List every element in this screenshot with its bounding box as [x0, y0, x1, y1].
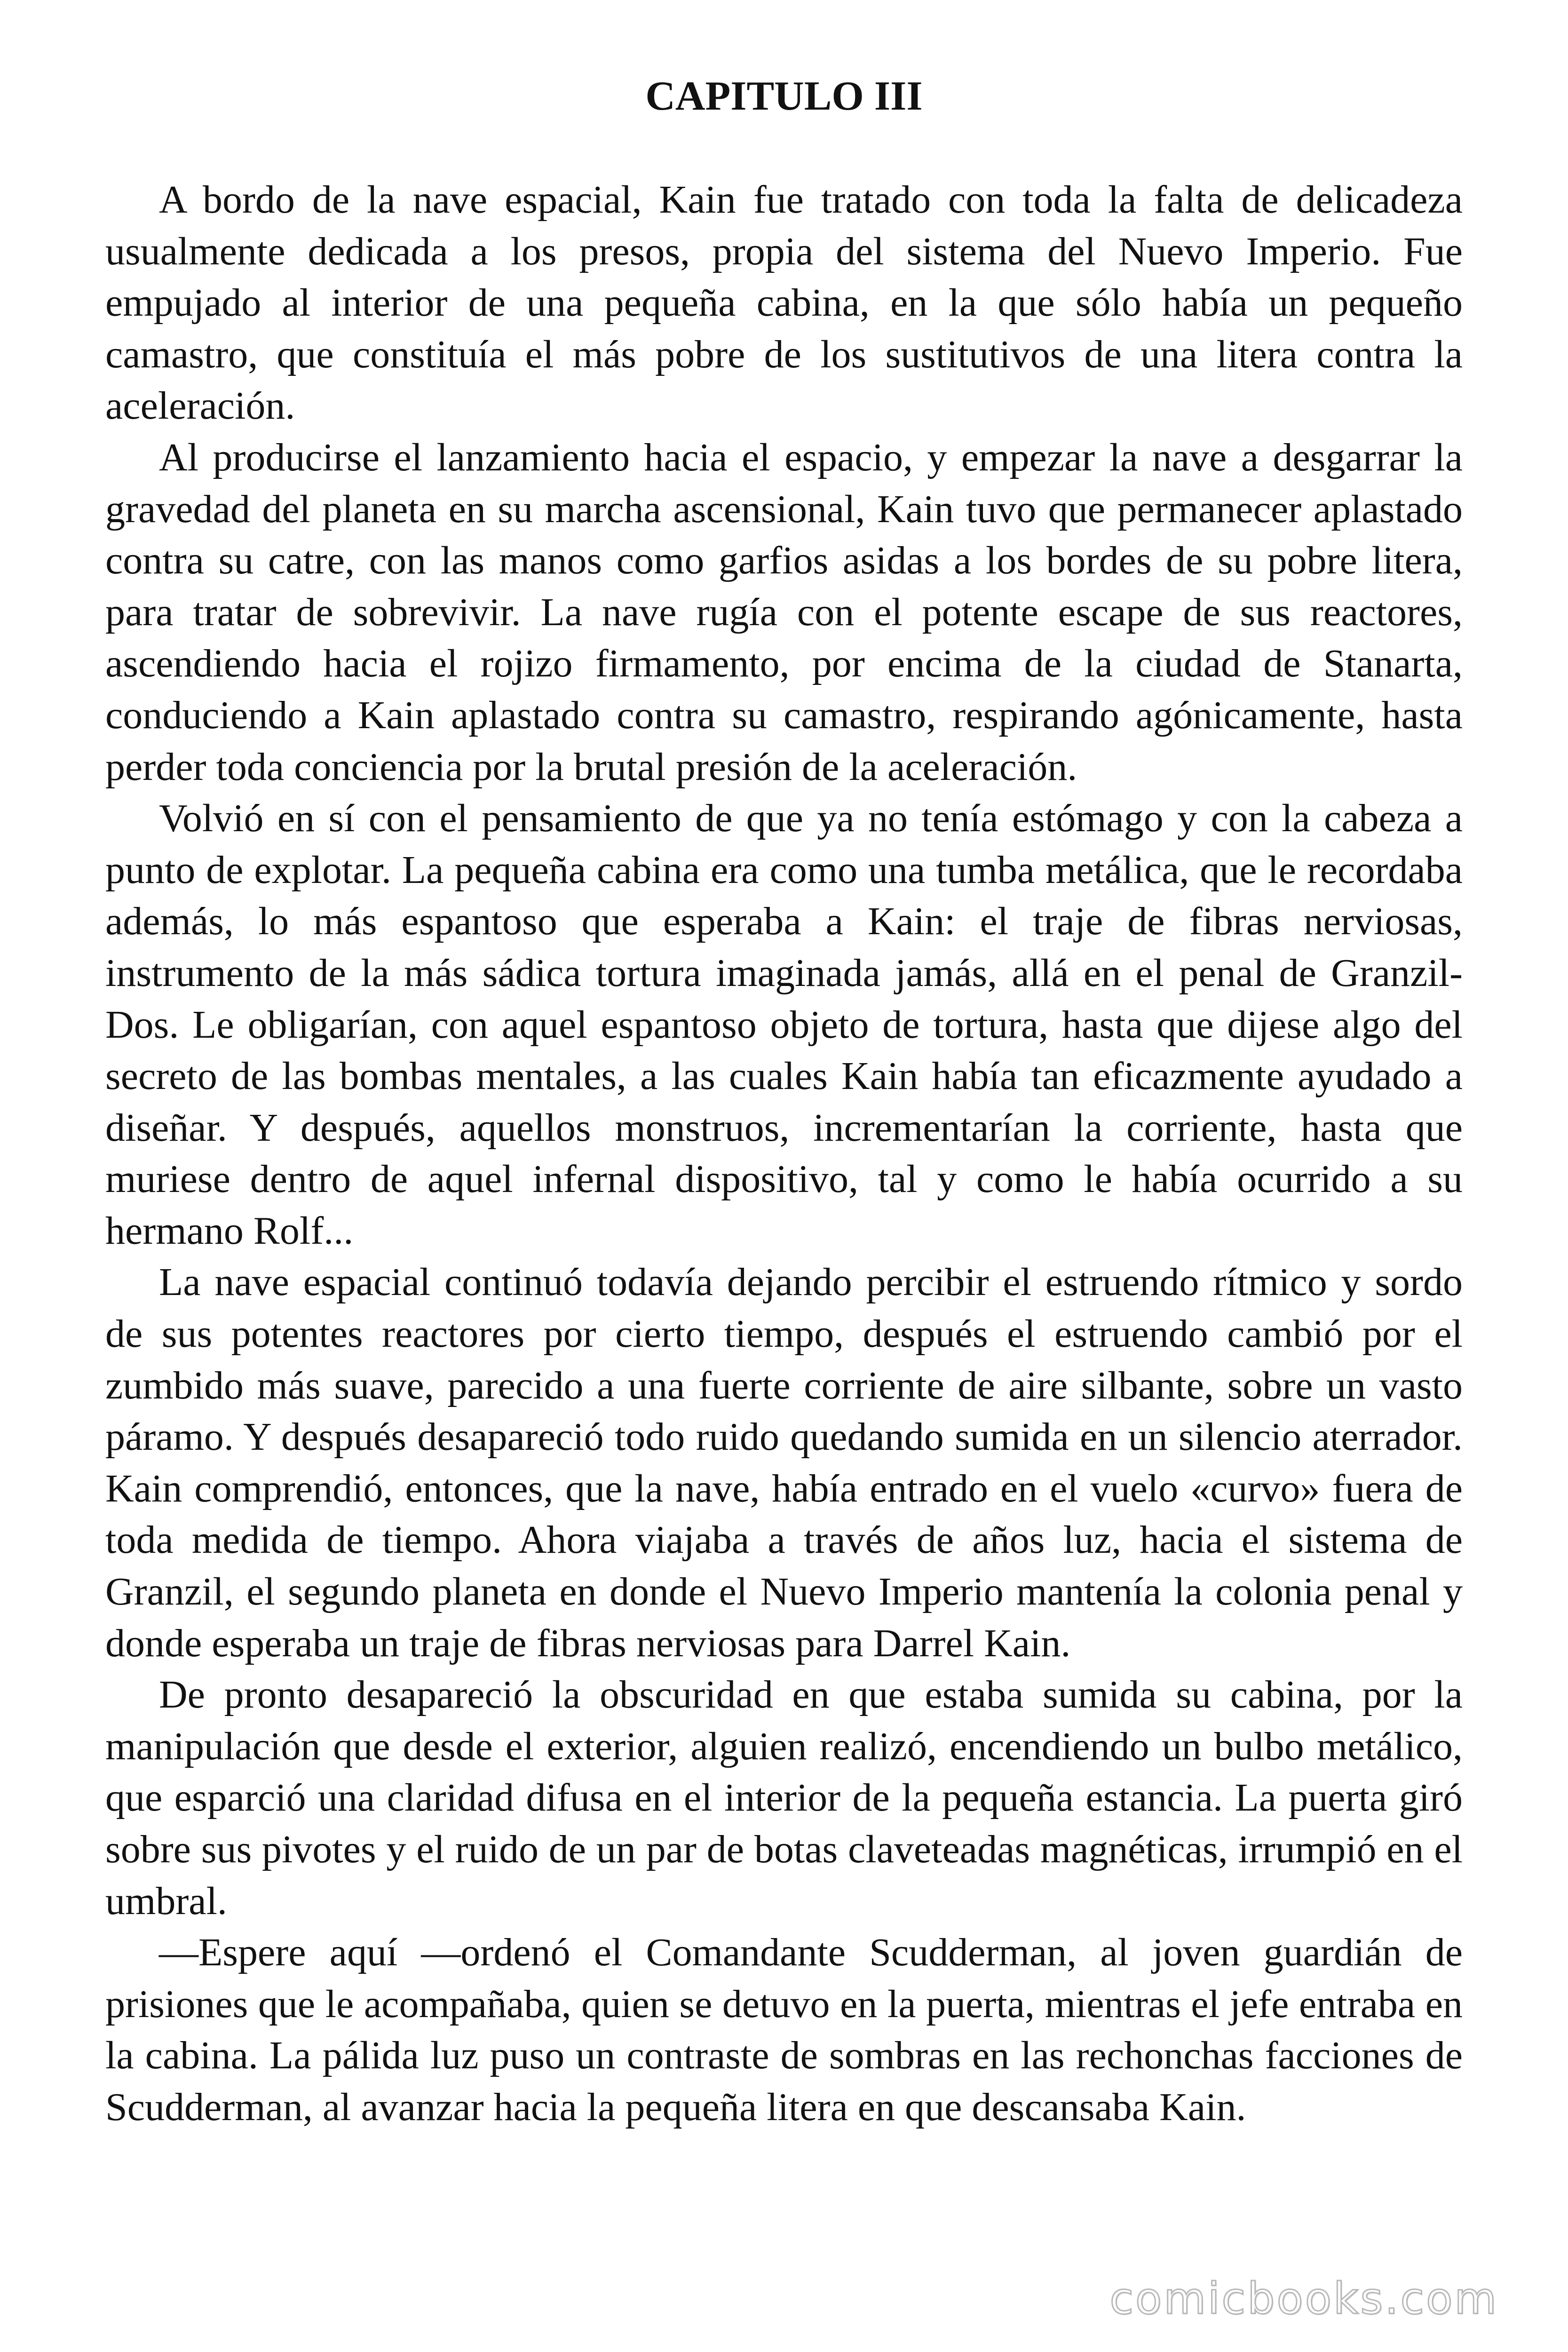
paragraph-4: La nave espacial continuó todavía dejando percibir el estruendo rítmico y sordo de sus potentes reactores por cierto tiempo, después el estruendo cambió por el zumbido más suave, parecido a una fuerte corriente de aire silbante, sobre un vasto páramo. Y después desapareció todo ruido quedando sumida en un silencio aterrador. Kain comprendió, entonces, que la nave, había entrado en el vuelo «curvo» fuera de toda medida de tiempo. Ahora viajaba a través de años luz, hacia el sistema de Granzil, el segundo planeta en donde el Nuevo Imperio mantenía la colonia penal y donde esperaba un traje de fibras nerviosas para Darrel Kain.: [105, 1260, 1463, 1665]
chapter-body: [105, 174, 1463, 2133]
paragraph-1: A bordo de la nave espacial, Kain fue tratado con toda la falta de delicadeza usualmente dedicada a los presos, propia del sistema del Nuevo Imperio. Fue empujado al interior de una pequeña cabina, en la que sólo había un pequeño camastro, que constituía el más pobre de los sustitutivos de una litera contra la aceleración.: [105, 178, 1463, 428]
paragraph-2: Al producirse el lanzamiento hacia el espacio, y empezar la nave a desgarrar la gravedad del planeta en su marcha ascensional, Kain tuvo que permanecer aplastado contra su catre, con las manos como garfios asidas a los bordes de su pobre litera, para tratar de sobrevivir. La nave rugía con el potente escape de sus reactores, ascendiendo hacia el rojizo firmamento, por encima de la ciudad de Stanarta, conduciendo a Kain aplastado contra su camastro, respirando agónicamente, hasta perder toda conciencia por la brutal presión de la aceleración.: [105, 435, 1463, 789]
paragraph-3: Volvió en sí con el pensamiento de que ya no tenía estómago y con la cabeza a punto de explotar. La pequeña cabina era como una tumba metálica, que le recordaba además, lo más espantoso que esperaba a Kain: el traje de fibras nerviosas, instrumento de la más sádica tortura imaginada jamás, allá en el penal de Granzil-Dos. Le obligarían, con aquel espantoso objeto de tortura, hasta que dijese algo del secreto de las bombas mentales, a las cuales Kain había tan eficazmente ayudado a diseñar. Y después, aquellos monstruos, incrementarían la corriente, hasta que muriese dentro de aquel infernal dispositivo, tal y como le había ocurrido a su hermano Rolf...: [105, 796, 1463, 1253]
paragraph-5: De pronto desapareció la obscuridad en que estaba sumida su cabina, por la manipulación que desde el exterior, alguien realizó, encendiendo un bulbo metálico, que esparció una claridad difusa en el interior de la pequeña estancia. La puerta giró sobre sus pivotes y el ruido de un par de botas claveteadas magnéticas, irrumpió en el umbral.: [105, 1673, 1463, 1923]
watermark: comicbooks.com: [1109, 2273, 1498, 2324]
chapter-title: CAPITULO III: [645, 73, 923, 119]
paragraph-6: —Espere aquí —ordenó el Comandante Scudderman, al joven guardián de prisiones que le acompañaba, quien se detuvo en la puerta, mientras el jefe entraba en la cabina. La pálida luz puso un contraste de sombras en las rechonchas facciones de Scudderman, al avanzar hacia la pequeña litera en que descansaba Kain.: [105, 1931, 1463, 2129]
